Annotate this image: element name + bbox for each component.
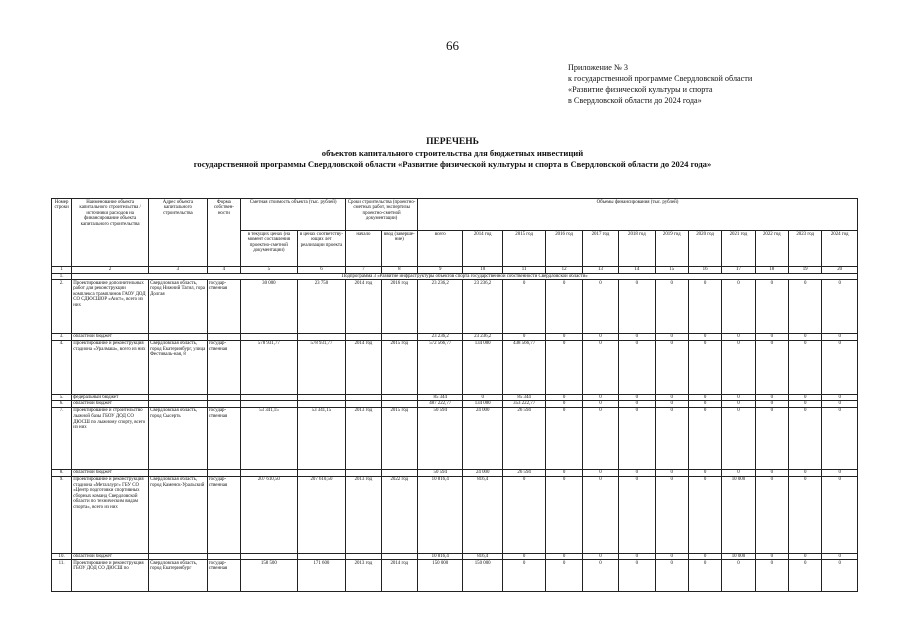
funding-year: 0 bbox=[546, 394, 582, 401]
row-number: 2. bbox=[52, 280, 72, 334]
funding-year: 0 bbox=[722, 394, 755, 401]
funding-year: 0 bbox=[822, 560, 858, 592]
column-number: 13 bbox=[582, 267, 618, 274]
budget-label: областной бюджет bbox=[72, 401, 149, 408]
header-cost-group: Сметная стоимость объекта (тыс. рублей) bbox=[241, 199, 346, 231]
date-start: 2013 год bbox=[346, 407, 381, 469]
date-start: 2014 год bbox=[346, 280, 381, 334]
funding-year: 0 bbox=[688, 553, 721, 560]
funding-year: 0 bbox=[582, 560, 618, 592]
header-funding-group: Объемы финансирования (тыс. рублей) bbox=[417, 199, 857, 231]
funding-year: 10 000 bbox=[722, 553, 755, 560]
header-year: 2018 год bbox=[619, 231, 655, 267]
header-row-number: Номер строки bbox=[52, 199, 72, 267]
column-number: 16 bbox=[688, 267, 721, 274]
funding-year: 0 bbox=[755, 401, 788, 408]
date-end: 2015 год bbox=[381, 407, 417, 469]
object-address: Свердловская область, город Екатеринбург, улица Фестиваль-ная, 8 bbox=[149, 340, 208, 394]
funding-year: 0 bbox=[546, 553, 582, 560]
header-year: 2017 год bbox=[582, 231, 618, 267]
column-number: 17 bbox=[722, 267, 755, 274]
funding-year: 0 bbox=[582, 401, 618, 408]
appendix-line: в Свердловской области до 2024 года» bbox=[568, 96, 702, 105]
funding-total: 85 344 bbox=[417, 394, 463, 401]
funding-year: 0 bbox=[582, 553, 618, 560]
row-number: 7. bbox=[52, 407, 72, 469]
cost-current: 53 341,15 bbox=[241, 407, 298, 469]
funding-year: 0 bbox=[546, 401, 582, 408]
header-row bbox=[52, 199, 858, 231]
funding-year: 26 594 bbox=[502, 407, 545, 469]
funding-year: 0 bbox=[546, 340, 582, 394]
funding-year: 353 222,77 bbox=[502, 401, 545, 408]
funding-total: 10 816,4 bbox=[417, 553, 463, 560]
header-cost-forecast: в ценах соответству-ющих лет реализации проекта bbox=[297, 231, 346, 267]
document-title bbox=[0, 137, 905, 170]
funding-year: 0 bbox=[822, 340, 858, 394]
project-row bbox=[52, 280, 858, 334]
budget-row bbox=[52, 553, 858, 560]
funding-year: 0 bbox=[582, 280, 618, 334]
funding-year: 0 bbox=[755, 340, 788, 394]
funding-year: 0 bbox=[655, 407, 688, 469]
funding-year: 0 bbox=[822, 334, 858, 341]
funding-year: 0 bbox=[688, 280, 721, 334]
funding-year: 0 bbox=[582, 407, 618, 469]
header-cost-current: в текущих ценах (на момент составления проектно-сметной документации) bbox=[241, 231, 298, 267]
funding-year: 0 bbox=[822, 280, 858, 334]
funding-year: 0 bbox=[688, 401, 721, 408]
appendix-note bbox=[568, 62, 868, 106]
funding-total: 572 566,77 bbox=[417, 340, 463, 394]
funding-year: 0 bbox=[463, 394, 502, 401]
funding-year: 0 bbox=[546, 280, 582, 334]
title-line-2: объектов капитального строительства для бюджетных инвестиций bbox=[321, 148, 584, 158]
funding-year: 0 bbox=[502, 476, 545, 553]
funding-year: 26 594 bbox=[502, 469, 545, 476]
date-start: 2014 год bbox=[346, 340, 381, 394]
funding-year: 0 bbox=[722, 560, 755, 592]
row-number: 6. bbox=[52, 401, 72, 408]
objects-table bbox=[51, 198, 858, 592]
funding-year: 0 bbox=[755, 334, 788, 341]
funding-year: 0 bbox=[822, 401, 858, 408]
funding-year: 0 bbox=[688, 476, 721, 553]
funding-year: 0 bbox=[546, 334, 582, 341]
funding-year: 0 bbox=[755, 469, 788, 476]
funding-year: 0 bbox=[688, 394, 721, 401]
column-number: 10 bbox=[463, 267, 502, 274]
funding-year: 0 bbox=[582, 340, 618, 394]
column-number: 5 bbox=[241, 267, 298, 274]
column-number: 4 bbox=[207, 267, 240, 274]
object-address: Свердловская область, город Сысерть bbox=[149, 407, 208, 469]
funding-year: 0 bbox=[582, 469, 618, 476]
budget-label: федеральный бюджет bbox=[72, 394, 149, 401]
object-address: Свердловская область, город Каменск-Уральский bbox=[149, 476, 208, 553]
funding-year: 0 bbox=[655, 280, 688, 334]
funding-year: 0 bbox=[619, 340, 655, 394]
header-dates-group: Сроки строительства (проектно-сметных работ, экспертизы проектно-сметной документации) bbox=[346, 199, 418, 231]
funding-year: 0 bbox=[822, 553, 858, 560]
cost-current: 207 610,50 bbox=[241, 476, 298, 553]
header-total: всего bbox=[417, 231, 463, 267]
funding-year: 0 bbox=[502, 553, 545, 560]
header-date-end: ввод (заверше-ние) bbox=[381, 231, 417, 267]
funding-year: 0 bbox=[755, 394, 788, 401]
budget-label: областной бюджет bbox=[72, 469, 149, 476]
header-year: 2014 год bbox=[463, 231, 502, 267]
funding-year: 0 bbox=[502, 280, 545, 334]
object-address: Свердловская область, город Нижний Тагил, гора Долгая bbox=[149, 280, 208, 334]
funding-year: 0 bbox=[822, 394, 858, 401]
column-number: 8 bbox=[381, 267, 417, 274]
row-number: 5. bbox=[52, 394, 72, 401]
funding-total: 50 594 bbox=[417, 407, 463, 469]
funding-year: 0 bbox=[619, 553, 655, 560]
funding-year: 0 bbox=[619, 560, 655, 592]
funding-year: 0 bbox=[546, 407, 582, 469]
header-ownership: Форма собствен-ности bbox=[207, 199, 240, 267]
funding-year: 0 bbox=[688, 340, 721, 394]
funding-year: 0 bbox=[619, 407, 655, 469]
funding-year: 0 bbox=[546, 560, 582, 592]
header-address: Адрес объекта капитального строительства bbox=[149, 199, 208, 267]
object-name: Проектирование дополнительных работ для реконструкции комплекса трамплинов ГАОУ ДОД СО СДЮСШОР «Аист», всего из них bbox=[72, 280, 149, 334]
funding-year: 0 bbox=[722, 401, 755, 408]
row-number: 1. bbox=[52, 273, 72, 280]
budget-row bbox=[52, 401, 858, 408]
column-numbers-row bbox=[52, 267, 858, 274]
project-row bbox=[52, 560, 858, 592]
funding-year: 0 bbox=[688, 334, 721, 341]
row-number: 4. bbox=[52, 340, 72, 394]
funding-year: 0 bbox=[788, 469, 821, 476]
funding-year: 816,4 bbox=[463, 553, 502, 560]
page-number: 66 bbox=[446, 38, 459, 53]
funding-year: 0 bbox=[822, 476, 858, 553]
funding-year: 0 bbox=[822, 407, 858, 469]
cost-current: 158 500 bbox=[241, 560, 298, 592]
funding-year: 816,4 bbox=[463, 476, 502, 553]
funding-year: 0 bbox=[755, 553, 788, 560]
funding-year: 0 bbox=[546, 476, 582, 553]
project-row bbox=[52, 407, 858, 469]
column-number: 7 bbox=[346, 267, 381, 274]
funding-year: 23 236,2 bbox=[463, 280, 502, 334]
header-year: 2024 год bbox=[822, 231, 858, 267]
funding-year: 0 bbox=[822, 469, 858, 476]
funding-year: 0 bbox=[655, 553, 688, 560]
funding-year: 0 bbox=[788, 280, 821, 334]
column-number: 11 bbox=[502, 267, 545, 274]
funding-year: 0 bbox=[788, 401, 821, 408]
funding-total: 50 594 bbox=[417, 469, 463, 476]
cost-forecast: 578 931,77 bbox=[297, 340, 346, 394]
funding-year: 85 344 bbox=[502, 394, 545, 401]
cost-forecast: 207 610,50 bbox=[297, 476, 346, 553]
funding-year: 134 000 bbox=[463, 401, 502, 408]
funding-year: 0 bbox=[582, 334, 618, 341]
cost-forecast: 171 600 bbox=[297, 560, 346, 592]
funding-year: 0 bbox=[688, 469, 721, 476]
header-year: 2021 год bbox=[722, 231, 755, 267]
funding-year: 0 bbox=[755, 560, 788, 592]
funding-total: 23 236,2 bbox=[417, 334, 463, 341]
title-line-3: государственной программы Свердловской области «Развитие физической культуры и спорта в Свердловской области до 2024 года» bbox=[193, 159, 712, 169]
cost-current: 578 931,77 bbox=[241, 340, 298, 394]
ownership: государ-ственная bbox=[207, 560, 240, 592]
column-number: 14 bbox=[619, 267, 655, 274]
date-end: 2016 год bbox=[381, 280, 417, 334]
column-number: 20 bbox=[822, 267, 858, 274]
cost-forecast: 23 750 bbox=[297, 280, 346, 334]
ownership: государ-ственная bbox=[207, 340, 240, 394]
funding-year: 438 566,77 bbox=[502, 340, 545, 394]
date-start: 2013 год bbox=[346, 560, 381, 592]
header-year: 2019 год bbox=[655, 231, 688, 267]
funding-total: 23 236,2 bbox=[417, 280, 463, 334]
funding-year: 0 bbox=[788, 560, 821, 592]
funding-year: 23 236,2 bbox=[463, 334, 502, 341]
object-name: Проектирование и строительство лыжной базы ГБОУ ДОД СО ДЮСШ по лыжному спорту, всего из них bbox=[72, 407, 149, 469]
funding-year: 0 bbox=[655, 476, 688, 553]
object-name: Проектирование и реконструкция ГБОУ ДОД СО ДЮСШ по bbox=[72, 560, 149, 592]
object-address: Свердловская область, город Екатеринбург bbox=[149, 560, 208, 592]
funding-year: 0 bbox=[755, 280, 788, 334]
funding-year: 0 bbox=[722, 280, 755, 334]
funding-year: 0 bbox=[788, 553, 821, 560]
cost-current: 30 000 bbox=[241, 280, 298, 334]
header-date-start: начало bbox=[346, 231, 381, 267]
funding-year: 0 bbox=[722, 340, 755, 394]
column-number: 1 bbox=[52, 267, 72, 274]
subprogram-title: Подпрограмма 3 «Развитие инфраструктуры объектов спорта государственной собственности Свердловской области» bbox=[72, 273, 858, 280]
funding-year: 0 bbox=[546, 469, 582, 476]
funding-year: 0 bbox=[655, 401, 688, 408]
funding-year: 0 bbox=[619, 334, 655, 341]
cost-forecast: 53 341,15 bbox=[297, 407, 346, 469]
funding-year: 0 bbox=[619, 280, 655, 334]
funding-year: 0 bbox=[655, 560, 688, 592]
funding-year: 0 bbox=[619, 476, 655, 553]
funding-year: 0 bbox=[688, 407, 721, 469]
object-name: Проектирование и реконструкция стадиона «Металлург» ГБУ СО «Центр подготовки спортивных сборных команд Свердловской области по техническим видам спорта», всего из них bbox=[72, 476, 149, 553]
funding-year: 0 bbox=[619, 469, 655, 476]
funding-year: 0 bbox=[655, 394, 688, 401]
budget-row bbox=[52, 394, 858, 401]
funding-year: 0 bbox=[502, 334, 545, 341]
object-name: Проектирование и реконструкция стадиона «Уралмаш», всего из них bbox=[72, 340, 149, 394]
title-line-1: ПЕРЕЧЕНЬ bbox=[426, 137, 479, 147]
header-year: 2015 год bbox=[502, 231, 545, 267]
funding-year: 0 bbox=[788, 334, 821, 341]
funding-year: 10 000 bbox=[722, 476, 755, 553]
appendix-line: «Развитие физической культуры и спорта bbox=[568, 85, 713, 94]
budget-label: областной бюджет bbox=[72, 553, 149, 560]
budget-row bbox=[52, 469, 858, 476]
ownership: государ-ственная bbox=[207, 280, 240, 334]
column-number: 6 bbox=[297, 267, 346, 274]
funding-total: 487 222,77 bbox=[417, 401, 463, 408]
project-row bbox=[52, 476, 858, 553]
header-year: 2023 год bbox=[788, 231, 821, 267]
header-year: 2020 год bbox=[688, 231, 721, 267]
appendix-line: к государственной программе Свердловской области bbox=[568, 74, 753, 83]
header-object-name: Наименование объекта капитального строительства / источники расходов на финансирование объекта капитального строительства bbox=[72, 199, 149, 267]
funding-year: 0 bbox=[788, 394, 821, 401]
row-number: 11. bbox=[52, 560, 72, 592]
column-number: 18 bbox=[755, 267, 788, 274]
funding-year: 0 bbox=[755, 407, 788, 469]
header-year: 2016 год bbox=[546, 231, 582, 267]
funding-year: 0 bbox=[619, 401, 655, 408]
budget-row bbox=[52, 334, 858, 341]
date-end: 2015 год bbox=[381, 340, 417, 394]
funding-year: 0 bbox=[788, 340, 821, 394]
funding-year: 0 bbox=[619, 394, 655, 401]
funding-year: 24 000 bbox=[463, 407, 502, 469]
funding-year: 0 bbox=[655, 340, 688, 394]
date-start: 2013 год bbox=[346, 476, 381, 553]
funding-year: 134 000 bbox=[463, 340, 502, 394]
funding-year: 0 bbox=[688, 560, 721, 592]
funding-year: 0 bbox=[722, 334, 755, 341]
column-number: 2 bbox=[72, 267, 149, 274]
column-number: 15 bbox=[655, 267, 688, 274]
funding-year: 150 000 bbox=[463, 560, 502, 592]
funding-year: 0 bbox=[655, 469, 688, 476]
row-number: 3. bbox=[52, 334, 72, 341]
funding-year: 0 bbox=[722, 469, 755, 476]
column-number: 3 bbox=[149, 267, 208, 274]
ownership: государ-ственная bbox=[207, 476, 240, 553]
row-number: 9. bbox=[52, 476, 72, 553]
date-end: 2022 год bbox=[381, 476, 417, 553]
funding-total: 10 816,4 bbox=[417, 476, 463, 553]
funding-year: 0 bbox=[722, 407, 755, 469]
funding-year: 0 bbox=[582, 394, 618, 401]
header-year: 2022 год bbox=[755, 231, 788, 267]
funding-total: 150 000 bbox=[417, 560, 463, 592]
funding-year: 0 bbox=[788, 407, 821, 469]
funding-year: 0 bbox=[502, 560, 545, 592]
row-number: 10. bbox=[52, 553, 72, 560]
column-number: 9 bbox=[417, 267, 463, 274]
appendix-line: Приложение № 3 bbox=[568, 63, 628, 72]
funding-year: 0 bbox=[788, 476, 821, 553]
date-end: 2014 год bbox=[381, 560, 417, 592]
column-number: 19 bbox=[788, 267, 821, 274]
funding-year: 0 bbox=[582, 476, 618, 553]
project-row bbox=[52, 340, 858, 394]
budget-label: областной бюджет bbox=[72, 334, 149, 341]
row-number: 8. bbox=[52, 469, 72, 476]
funding-year: 0 bbox=[755, 476, 788, 553]
subprogram-row bbox=[52, 273, 858, 280]
funding-year: 24 000 bbox=[463, 469, 502, 476]
column-number: 12 bbox=[546, 267, 582, 274]
funding-year: 0 bbox=[655, 334, 688, 341]
ownership: государ-ственная bbox=[207, 407, 240, 469]
